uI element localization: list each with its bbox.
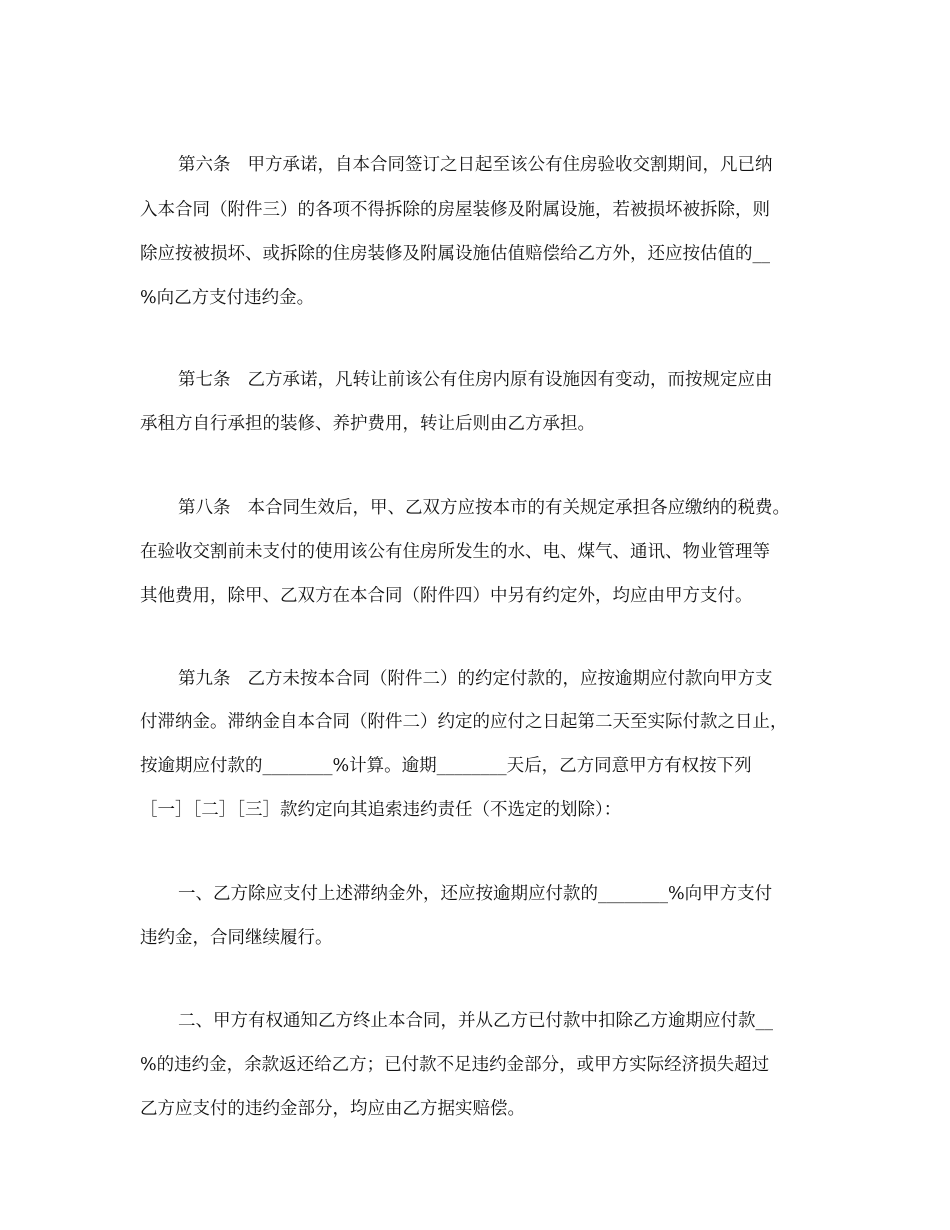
article-6-line-1: 第六条 甲方承诺，自本合同签订之日起至该公有住房验收交割期间，凡已纳 [178,155,773,175]
article-9-line-3: 按逾期应付款的________%计算。逾期________天后，乙方同意甲方有权按下列 [140,756,752,776]
article-8-line-1: 第八条 本合同生效后，甲、乙双方应按本市的有关规定承担各应缴纳的税费。 [178,498,790,518]
article-6-line-3: 除应按被损坏、或拆除的住房装修及附属设施估值赔偿给乙方外，还应按估值的__ [140,244,770,264]
article-6-label: 第六条 [178,155,231,175]
article-7-line-2: 承租方自行承担的装修、养护费用，转让后则由乙方承担。 [140,414,595,434]
article-7-line-1: 第七条 乙方承诺，凡转让前该公有住房内原有设施因有变动，而按规定应由 [178,370,773,390]
article-9-line-1: 第九条 乙方未按本合同（附件二）的约定付款的，应按逾期应付款向甲方支 [178,669,773,689]
clause-1-line-2: 违约金，合同继续履行。 [140,928,333,948]
article-8-label: 第八条 [178,498,231,518]
article-9-line-4: ［一］［二］［三］款约定向其追索违约责任（不选定的划除）： [140,800,622,820]
clause-2-line-3: 乙方应支付的违约金部分，均应由乙方据实赔偿。 [140,1099,525,1119]
article-8-line-3: 其他费用，除甲、乙双方在本合同（附件四）中另有约定外，均应由甲方支付。 [140,586,753,606]
clause-1-line-1: 一、乙方除应支付上述滞纳金外，还应按逾期应付款的________%向甲方支付 [178,884,773,904]
article-6-line-2: 入本合同（附件三）的各项不得拆除的房屋装修及附属设施，若被损坏被拆除，则 [140,200,770,220]
article-6-line-4: %向乙方支付违约金。 [140,288,315,308]
article-7-label: 第七条 [178,370,231,390]
article-9-label: 第九条 [178,669,231,689]
article-8-line-2: 在验收交割前未支付的使用该公有住房所发生的水、电、煤气、通讯、物业管理等 [140,542,770,562]
clause-2-line-2: %的违约金，余款返还给乙方；已付款不足违约金部分，或甲方实际经济损失超过 [140,1055,770,1075]
clause-2-line-1: 二、甲方有权通知乙方终止本合同，并从乙方已付款中扣除乙方逾期应付款__ [178,1011,773,1031]
article-9-line-2: 付滞纳金。滞纳金自本合同（附件二）约定的应付之日起第二天至实际付款之日止， [140,712,788,732]
